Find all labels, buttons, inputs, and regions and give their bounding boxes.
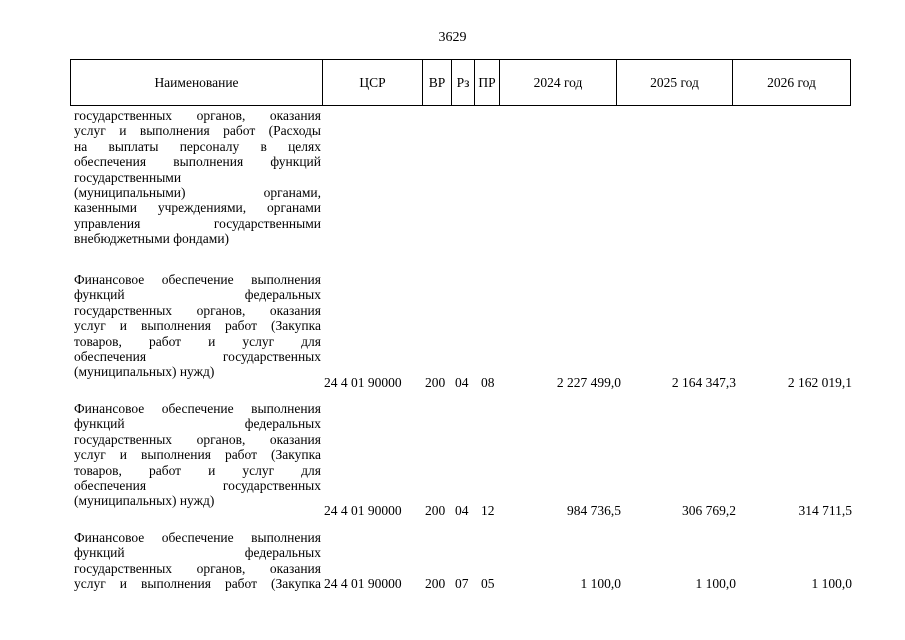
name-line: обеспечения выполнения функций [74,154,321,170]
cell-2024: 984 736,5 [567,503,621,518]
header-name: Наименование [154,74,239,90]
cell-2024: 2 227 499,0 [556,375,621,390]
row-name [74,401,321,509]
cell-2025: 2 164 347,3 [671,375,736,390]
name-line: обеспечения государственных [74,477,321,493]
cell-2025: 306 769,2 [682,503,736,518]
name-line: обеспечения государственных [74,348,321,364]
cell-pr: 05 [481,576,495,591]
name-line: Финансовое обеспечение выполнения [74,530,321,545]
name-line: (муниципальных) нужд) [74,493,215,509]
cell-vr: 200 [425,375,446,390]
name-line: услуг и выполнения работ (Закупка [74,576,321,592]
name-line: казенными учреждениями, органами [74,200,321,216]
cell-vr: 200 [425,503,446,518]
cell-csr: 24 4 01 90000 [324,375,402,390]
header-2024: 2024 год [499,60,616,105]
name-line: государственных органов, оказания [74,560,321,576]
cell-csr: 24 4 01 90000 [324,503,402,518]
name-line: государственных органов, оказания [74,302,321,318]
name-line: внебюджетными фондами) [74,231,230,247]
cell-rz: 04 [455,503,469,518]
name-line: функций федеральных [74,287,321,303]
row-name [74,108,321,247]
cell-csr: 24 4 01 90000 [324,576,402,591]
name-line: товаров, работ и услуг для [74,462,321,478]
cell-2026: 2 162 019,1 [787,375,852,390]
name-line: функций федеральных [74,545,321,561]
name-line: Финансовое обеспечение выполнения [74,401,321,416]
cell-rz: 07 [455,576,469,591]
name-line: государственных органов, оказания [74,431,321,447]
name-line: (муниципальными) органами, [74,184,321,200]
name-line: государственных органов, оказания [74,108,321,123]
name-line: функций федеральных [74,416,321,432]
row-name [74,530,321,592]
cell-2025: 1 100,0 [695,576,736,591]
name-line: на выплаты персоналу в целях [74,138,321,154]
cell-2024: 1 100,0 [580,576,621,591]
name-line: услуг и выполнения работ (Расходы [74,123,321,139]
header-vr: ВР [422,60,451,105]
cell-rz: 04 [455,375,469,390]
header-rz: Рз [451,60,474,105]
cell-2026: 1 100,0 [811,576,852,591]
header-pr: ПР [474,60,499,105]
header-csr: ЦСР [322,60,422,105]
row-name [74,272,321,380]
name-line: управления государственными [74,215,321,231]
table-header [70,59,851,106]
cell-2026: 314 711,5 [798,503,852,518]
name-line: государственными [74,169,182,185]
name-line: Финансовое обеспечение выполнения [74,272,321,287]
cell-vr: 200 [425,576,446,591]
header-2026: 2026 год [732,60,850,105]
name-line: услуг и выполнения работ (Закупка [74,318,321,334]
cell-pr: 08 [481,375,495,390]
name-line: товаров, работ и услуг для [74,333,321,349]
page-number: 3629 [438,30,467,45]
name-line: услуг и выполнения работ (Закупка [74,447,321,463]
cell-pr: 12 [481,503,495,518]
name-line: (муниципальных) нужд) [74,364,215,380]
header-2025: 2025 год [616,60,732,105]
